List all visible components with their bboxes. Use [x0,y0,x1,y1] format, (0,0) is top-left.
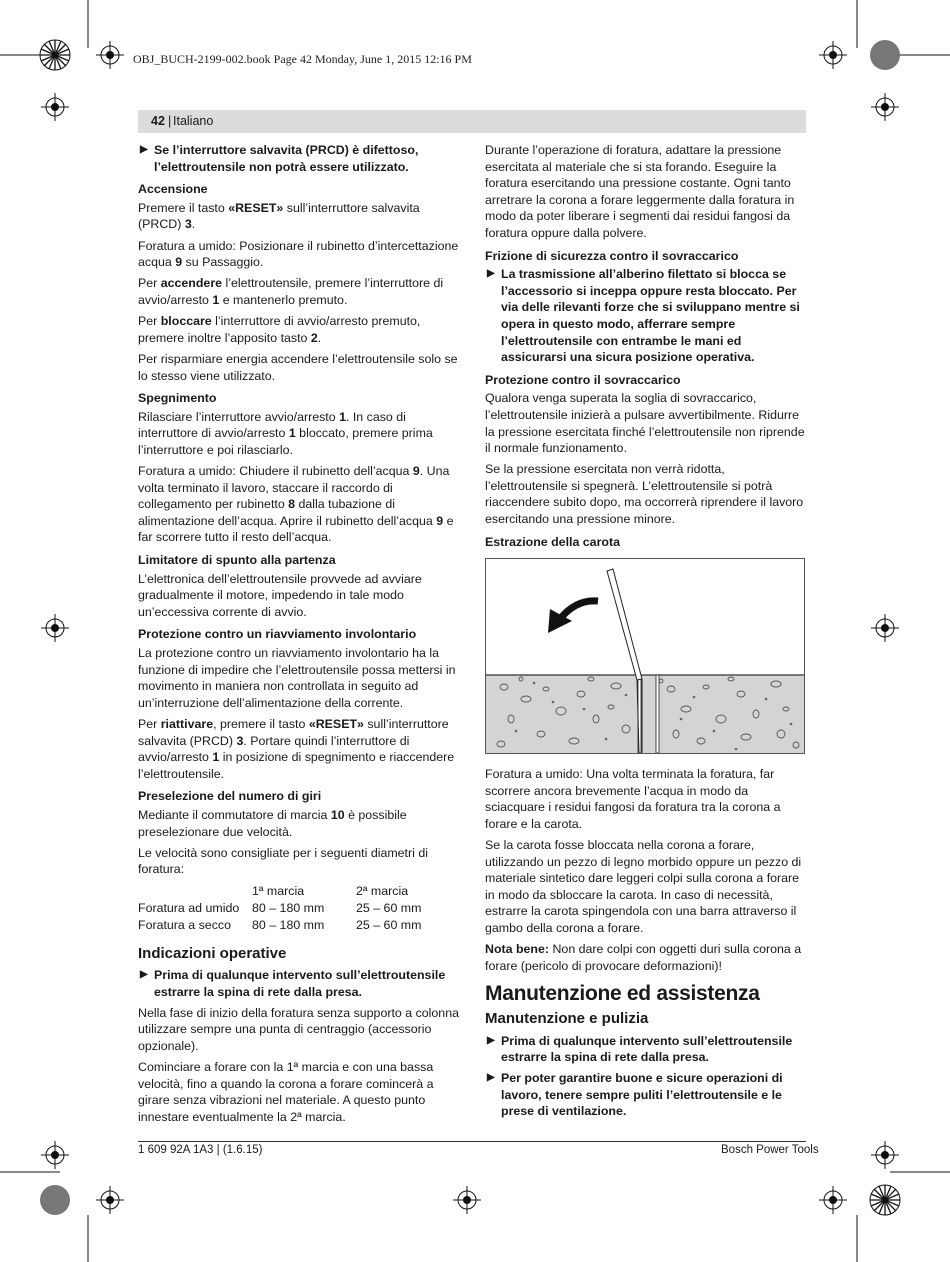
table-cell: 25 – 60 mm [356,900,422,915]
core-removal-figure [485,558,805,754]
paragraph: Nella fase di inizio della foratura senza supporto a colonna utilizzare sempre una punta di centraggio (accessorio opzionale). [138,1005,459,1054]
paragraph: Rilasciare l’interruttore avvio/arresto 1. In caso di interruttore di avvio/arresto 1 bloccato, premere prima l’interruttore e poi rilasciarlo. [138,409,433,457]
core-removal-illustration [486,559,804,753]
warning-maintenance-unplug: ▶ Prima di qualunque intervento sull’elettroutensile estrarre la spina di rete dalla presa. [487,1033,793,1065]
table-row [138,900,456,917]
paragraph: La protezione contro un riavviamento involontario ha la funzione di impedire che l’elettroutensile possa mettersi in movimento in maniera non controllata in seguito ad un’interruzione dell’alimentazione della corrente. [138,646,456,710]
warning-frizione: ▶ La trasmissione all’alberino filettato si blocca se l’accessorio si inceppa oppure resta bloccato. Per via delle rilevanti forze che si sviluppano mentre si opera in questo modo, afferrare sempre l’elettroutensile con entrambe le mani ed assicurarsi una sicura posizione operativa. [487,267,800,365]
heading-spegnimento: Spegnimento [138,391,217,406]
table-cell: 25 – 60 mm [356,917,422,932]
paragraph: Per accendere l’elettroutensile, premere l’interruttore di avvio/arresto 1 e mantenerlo premuto. [138,276,444,307]
paragraph: Foratura a umido: Chiudere il rubinetto dell’acqua 9. Una volta terminato il lavoro, staccare il raccordo di collegamento per rubinetto 8 dalla tubazione di alimentazione dell’acqua. Aprire il rubinetto dell’acqua 9 e far scorrere tutto il resto dell’acqua. [138,464,454,545]
footer-brand: Bosch Power Tools [721,1144,819,1156]
right-column-bottom [485,766,807,1125]
heading-limitatore: Limitatore di spunto alla partenza [138,553,336,568]
paragraph: Foratura a umido: Una volta terminata la foratura, far scorrere ancora brevemente l’acqua in modo da sciacquare i residui fangosi da foratura tra la corona a forare e la carota. [485,767,781,831]
bullet-triangle-icon: ▶ [140,144,148,155]
paragraph: Foratura a umido: Posizionare il rubinetto d’intercettazione acqua 9 su Passaggio. [138,238,459,270]
warning-prcd: ▶ Se l’interruttore salvavita (PRCD) è difettoso, l’elettroutensile non potrà essere utilizzato. [140,143,419,174]
heading-manutenzione: Manutenzione ed assistenza [485,982,760,1006]
paragraph: Nota bene: Non dare colpi con oggetti duri sulla corona a forare (pericolo di provocare deformazioni)! [485,942,802,973]
warning-keep-clean: ▶ Per poter garantire buone e sicure operazioni di lavoro, tenere sempre puliti l’elettroutensile e le prese di ventilazione. [487,1071,783,1119]
heading-preselezione: Preselezione del numero di giri [138,789,322,804]
paragraph: Per risparmiare energia accendere l’elettroutensile solo se lo stesso viene utilizzato. [138,351,458,383]
bullet-triangle-icon: ▶ [140,969,148,981]
paragraph: Premere il tasto «RESET» sull’interruttore salvavita (PRCD) 3. [138,200,420,232]
bullet-triangle-icon: ▶ [487,1072,495,1084]
table-cell: Foratura ad umido [138,900,240,915]
heading-manutenzione-pulizia: Manutenzione e pulizia [485,1009,649,1027]
table-cell: 80 – 180 mm [252,900,325,915]
paragraph: Qualora venga superata la soglia di sovraccarico, l’elettroutensile inizierà a pulsare avvertibilmente. Ridurre la pressione esercitata finché l’elettroutensile non riprende il normale funzionamento. [485,391,805,456]
table-row [138,917,456,934]
paragraph: Cominciare a forare con la 1ª marcia e con una bassa velocità, fino a quando la corona a forare comincerà a girare senza vibrazioni nel materiale. A questo punto innestare eventualmente la 2ª marcia. [138,1060,434,1125]
header-separator: | [168,114,172,128]
paragraph: Se la carota fosse bloccata nella corona a forare, utilizzando un pezzo di legno morbido oppure un pezzo di materiale sintetico dare leggeri colpi sulla corona a forare in modo da sbloccare la carota. In caso di necessità, estrarre la carota spingendola con una barra attraverso il gambo della corona a forare. [485,837,802,935]
heading-riavviamento: Protezione contro un riavviamento involontario [138,627,417,642]
table-header: 2ª marcia [356,883,409,898]
footer-doc-number: 1 609 92A 1A3 | (1.6.15) [138,1144,263,1156]
page-number: 42 [151,114,165,128]
speed-table [138,883,456,934]
right-column-top [485,142,807,552]
heading-sovraccarico: Protezione contro il sovraccarico [485,372,681,387]
paragraph: Mediante il commutatore di marcia 10 è possibile preselezionare due velocità. [138,807,407,839]
paragraph: Durante l’operazione di foratura, adattare la pressione esercitata al materiale che si sta forando. Eseguire la foratura esercitando una pressione costante. Ogni tanto arretrare la corona a forare leggermente dalla foratura in modo da poter liberare i segmenti dai residui fangosi da foratura oppure dalla polvere. [485,143,795,240]
table-header-row [138,883,456,900]
bullet-triangle-icon: ▶ [487,1034,495,1046]
paragraph: L’elettronica dell’elettroutensile provvede ad avviare gradualmente il motore, impedendo in tale modo un’eccessiva corrente di avvio. [138,571,422,619]
paragraph: Per riattivare, premere il tasto «RESET» sull’interruttore salvavita (PRCD) 3. Portare quindi l’interruttore di avvio/arresto 1 in posizione di spegnimento e riaccendere l’elettroutensile. [138,716,455,781]
heading-estrazione: Estrazione della carota [485,534,620,549]
paragraph: Le velocità sono consigliate per i seguenti diametri di foratura: [138,845,428,877]
heading-frizione: Frizione di sicurezza contro il sovraccarico [485,248,739,263]
left-column [138,142,460,1130]
paragraph: Se la pressione esercitata non verrà ridotta, l’elettroutensile si spegnerà. L’elettroutensile si potrà riaccendere subito dopo, ma occorrerà riprendere il lavoro esercitando una pressione minore. [485,462,804,527]
heading-indicazioni: Indicazioni operative [138,944,287,962]
table-cell: Foratura a secco [138,917,231,932]
table-cell: 80 – 180 mm [252,917,325,932]
warning-unplug: ▶ Prima di qualunque intervento sull’elettroutensile estrarre la spina di rete dalla presa. [140,968,446,999]
print-header: OBJ_BUCH-2199-002.book Page 42 Monday, June 1, 2015 12:16 PM [133,52,472,66]
header-language: Italiano [173,114,214,128]
footer-divider [138,1141,806,1142]
table-header: 1ª marcia [252,883,305,898]
page-header [138,110,806,133]
paragraph: Per bloccare l’interruttore di avvio/arresto premuto, premere inoltre l’apposito tasto 2. [138,314,421,345]
bullet-triangle-icon: ▶ [487,268,495,280]
heading-accensione: Accensione [138,182,208,197]
